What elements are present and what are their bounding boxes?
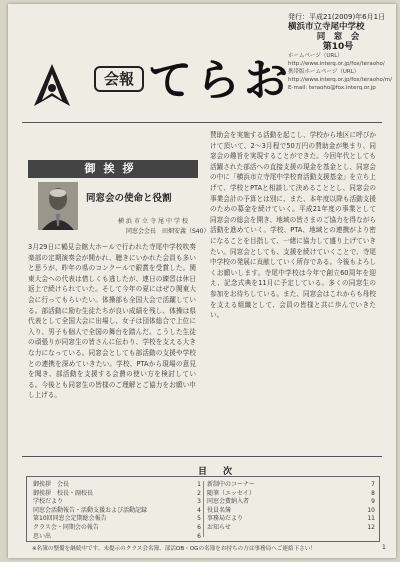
newsletter-page: [8, 4, 396, 558]
toc-title: 目次: [198, 467, 249, 477]
homepage-label: ホームページ（URL）: [288, 53, 343, 59]
toc-item: 学校だより 3: [33, 498, 201, 506]
table-of-contents: [26, 476, 380, 542]
article-body-left: 3月29日に鶴見会館大ホールで行われた寺尾中学校吹奏楽部の定期演奏会が開かれ、聴きにいかれた会員も多いと思うが、昨年の県のコンクールで銀賞を受賞した。関東大会への代表は惜しくも逃したが、連日の練習は休日返上で続けられていた。そして今年の夏にはぜひ関東大会に行ってもらいたい。体操部も全国大会で活躍している。部活動に励む生徒たちが良い成績を残し、体操は県代表として全国大会に出場し、女子は団体総合で上位に入り、男子も個人で全国の舞台を踏んだ。こうした生徒の頑張りが同窓生の皆さんに伝わり、学校を支える大きな力になっている。同窓会としても部活動の支援や学校との連携を深めていきたい。学校、PTAから現場の意見を聞き、部活動を支援する会費の使い方を検討している。今後とも同窓生の皆様のご理解とご協力をお願い申し上げる。: [28, 243, 196, 400]
toc-item: お知らせ 12: [207, 523, 375, 531]
contact-email: E-mail: teraoho@fox.interq.or.jp: [288, 85, 376, 91]
author-name: 同窓会会長 田畑安義（S40）: [126, 228, 210, 235]
toc-divider-line: [22, 456, 382, 457]
author-school: 横浜市立寺尾中学校: [118, 218, 191, 225]
page-number: 1: [382, 544, 386, 551]
toc-left-column: [33, 481, 201, 541]
issue-date: 発行：平成21(2009)年6月1日: [288, 13, 386, 21]
homepage-url: http://www.interq.or.jp/fox/teraoho/: [288, 61, 385, 67]
mobile-homepage-label: 携帯版ホームページ（URL）: [288, 69, 360, 75]
toc-item: 新制中のコーナー 7: [207, 481, 375, 488]
issue-org-school: 横浜市立寺尾中学校: [288, 22, 365, 32]
footer-note: ※名簿の整備を継続中です。未提示のクラス会名簿、部活OB・OGの名簿をお持ちの方は事務局へご連絡下さい！: [32, 546, 316, 552]
toc-item: 御挨拶 会長 1: [33, 481, 201, 488]
mobile-homepage-url: http://www.interq.or.jp/fox/teraoho/m/: [288, 77, 392, 83]
toc-item: 同窓会費納入者 9: [207, 498, 375, 506]
toc-item: 役員名簿 10: [207, 506, 375, 514]
toc-right-column: [207, 481, 375, 533]
toc-item: 御挨拶 校長・副校長 2: [33, 489, 201, 497]
article-title: 同窓会の使命と役割: [86, 193, 172, 204]
toc-item: 同窓会活動報告・活動支援および活動記録 4: [33, 506, 201, 514]
school-emblem-logo: [30, 62, 74, 110]
greeting-heading: 御挨拶: [28, 160, 198, 178]
kaiho-badge: 会報: [94, 66, 144, 92]
toc-item: 随筆（エッセイ） 8: [207, 489, 375, 497]
issue-info: [288, 12, 392, 92]
article-body-right: 賛助会を実施する活動を起こし、学校から地区に呼びかけて頂いて、2～3月程で50万円の賛助金が集まり、同窓会の趣旨を実現することができた。今回年代としても活躍された部活への直接支援の現金を基金とし、同窓会の中に「横浜市立寺尾中学校育活動支援基金」を立ち上げて、学校とPTAと相談して決めることとし、同窓会の事業会計の予算とは別に、また、本年度以降も活動支援のための募金を続けていく。平成21年度の事業として同窓会の総会を開き、地域の皆さまのご協力を得ながら活動を進めていく。学校、PTA、地域との連携がより密になることを目指して、一緒に協力して盛り上げていきたい。同窓会としても、支援を続けていくことで、寺尾中学校の発展に貢献していく所存である。今後もよろしくお願いします。寺尾中学校は今年で創立60周年を迎え、記念式典を11月に予定している。多くの同窓生の参加をお待ちしている。また、同窓会はこれからも母校を支える組織として、会員の皆様と共に歩んでいきたい。: [210, 131, 376, 320]
toc-item: クラス会・同期会の報告 6: [33, 523, 201, 531]
toc-item: 思い出 6: [33, 532, 201, 540]
toc-item: 第10回同窓会定期総会報告 5: [33, 515, 201, 523]
issue-org-alumni: 同 窓 会: [316, 32, 360, 42]
issue-number: 第10号: [322, 42, 354, 52]
masthead-title: てらお: [148, 55, 292, 106]
president-portrait: [38, 182, 78, 230]
masthead-divider: [22, 122, 382, 123]
toc-column-divider: [203, 481, 204, 537]
toc-item: 事務局だより 11: [207, 515, 375, 523]
